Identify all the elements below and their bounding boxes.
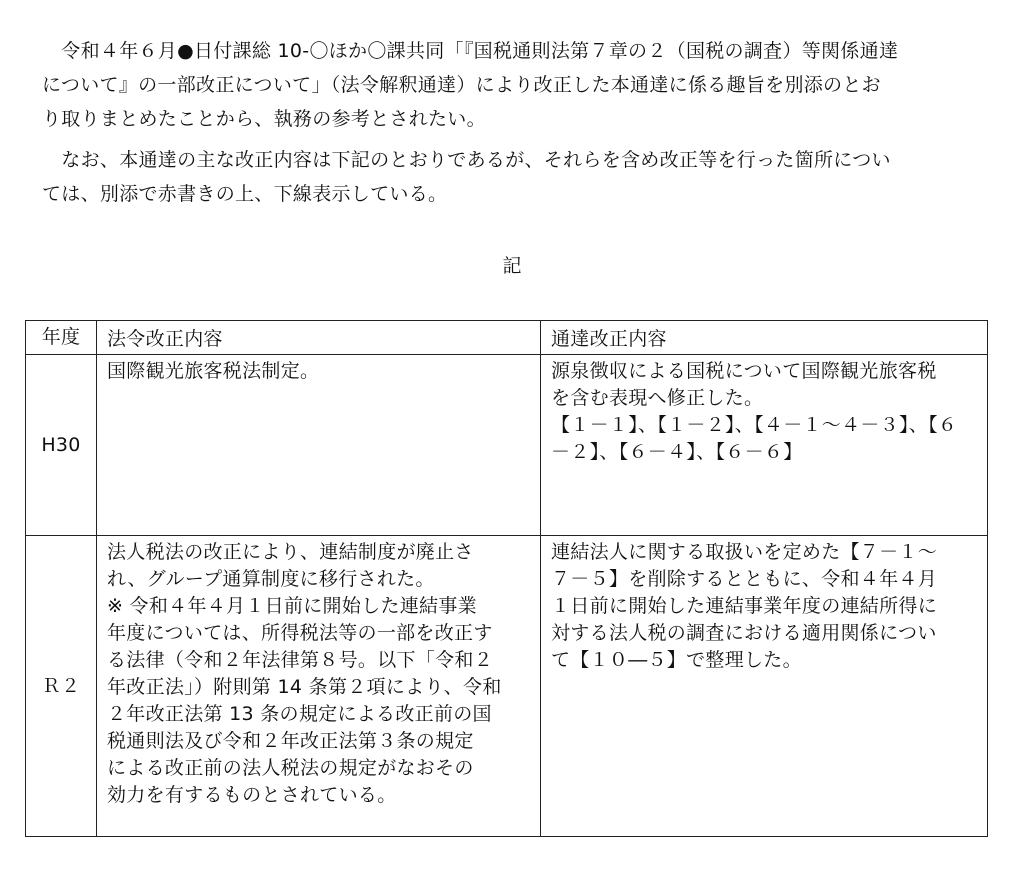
text-line: 連結法人に関する取扱いを定めた【７－１～	[551, 541, 938, 563]
text-line: り取りまとめたことから、執務の参考とされたい。	[42, 108, 486, 130]
text-line: について』の一部改正について」（法令解釈通達）により改正した本通達に係る趣旨を別添のとお	[42, 74, 881, 96]
table-header-row	[26, 321, 988, 355]
text-line: による改正前の法人税法の規定がなおその	[107, 757, 474, 779]
text-line: を含む表現へ修正した。	[551, 387, 764, 409]
text-line: なお、本通達の主な改正内容は下記のとおりであるが、それらを含め改正等を行った箇所につい	[42, 149, 891, 171]
law-cell	[97, 355, 541, 536]
year-cell: H30	[26, 355, 97, 536]
text-line: 年改正法」）附則第 14 条第２項により、令和	[107, 676, 502, 698]
text-line: 年度については、所得税法等の一部を改正す	[107, 622, 493, 644]
text-line: 対する法人税の調査における適用関係につい	[551, 622, 937, 644]
notice-cell	[541, 536, 988, 837]
text-line: １日前に開始した連結事業年度の連結所得に	[551, 595, 938, 617]
ki-heading: 記	[502, 255, 522, 277]
text-line: 令和４年６月●日付課総 10-〇ほか〇課共同「『国税通則法第７章の２（国税の調査）等関係通達	[42, 40, 899, 62]
year-cell: Ｒ２	[26, 536, 97, 837]
text-line: 国際観光旅客税法制定。	[107, 360, 320, 382]
text-line: れ、グループ通算制度に移行された。	[107, 568, 435, 590]
table-row	[26, 536, 988, 837]
text-line: ては、別添で赤書きの上、下線表示している。	[42, 183, 448, 205]
text-line: る法律（令和２年法律第８号。以下「令和２	[107, 649, 494, 671]
column-header-law: 法令改正内容	[97, 321, 541, 355]
notice-cell	[541, 355, 988, 536]
intro-paragraph-1	[42, 34, 992, 136]
text-line: 法人税法の改正により、連結制度が廃止さ	[107, 541, 474, 563]
law-cell	[97, 536, 541, 837]
intro-paragraph-2	[42, 143, 992, 211]
text-line: 税通則法及び令和２年改正法第３条の規定	[107, 730, 474, 752]
text-line: 源泉徴収による国税について国際観光旅客税	[551, 360, 937, 382]
text-line: て【１０―５】で整理した。	[551, 649, 802, 671]
revision-table	[25, 320, 988, 837]
text-line: ※ 令和４年４月１日前に開始した連結事業	[107, 595, 477, 617]
text-line: 効力を有するものとされている。	[107, 784, 397, 806]
text-line: ７－５】を削除するとともに、令和４年４月	[551, 568, 938, 590]
column-header-notice: 通達改正内容	[541, 321, 988, 355]
text-line: 【１－１】、【１－２】、【４－１～４－３】、【６	[551, 414, 958, 436]
text-line: ２年改正法第 13 条の規定による改正前の国	[107, 703, 492, 725]
column-header-year: 年度	[26, 321, 97, 355]
text-line: －２】、【６－４】、【６－６】	[551, 441, 803, 463]
table-row	[26, 355, 988, 536]
